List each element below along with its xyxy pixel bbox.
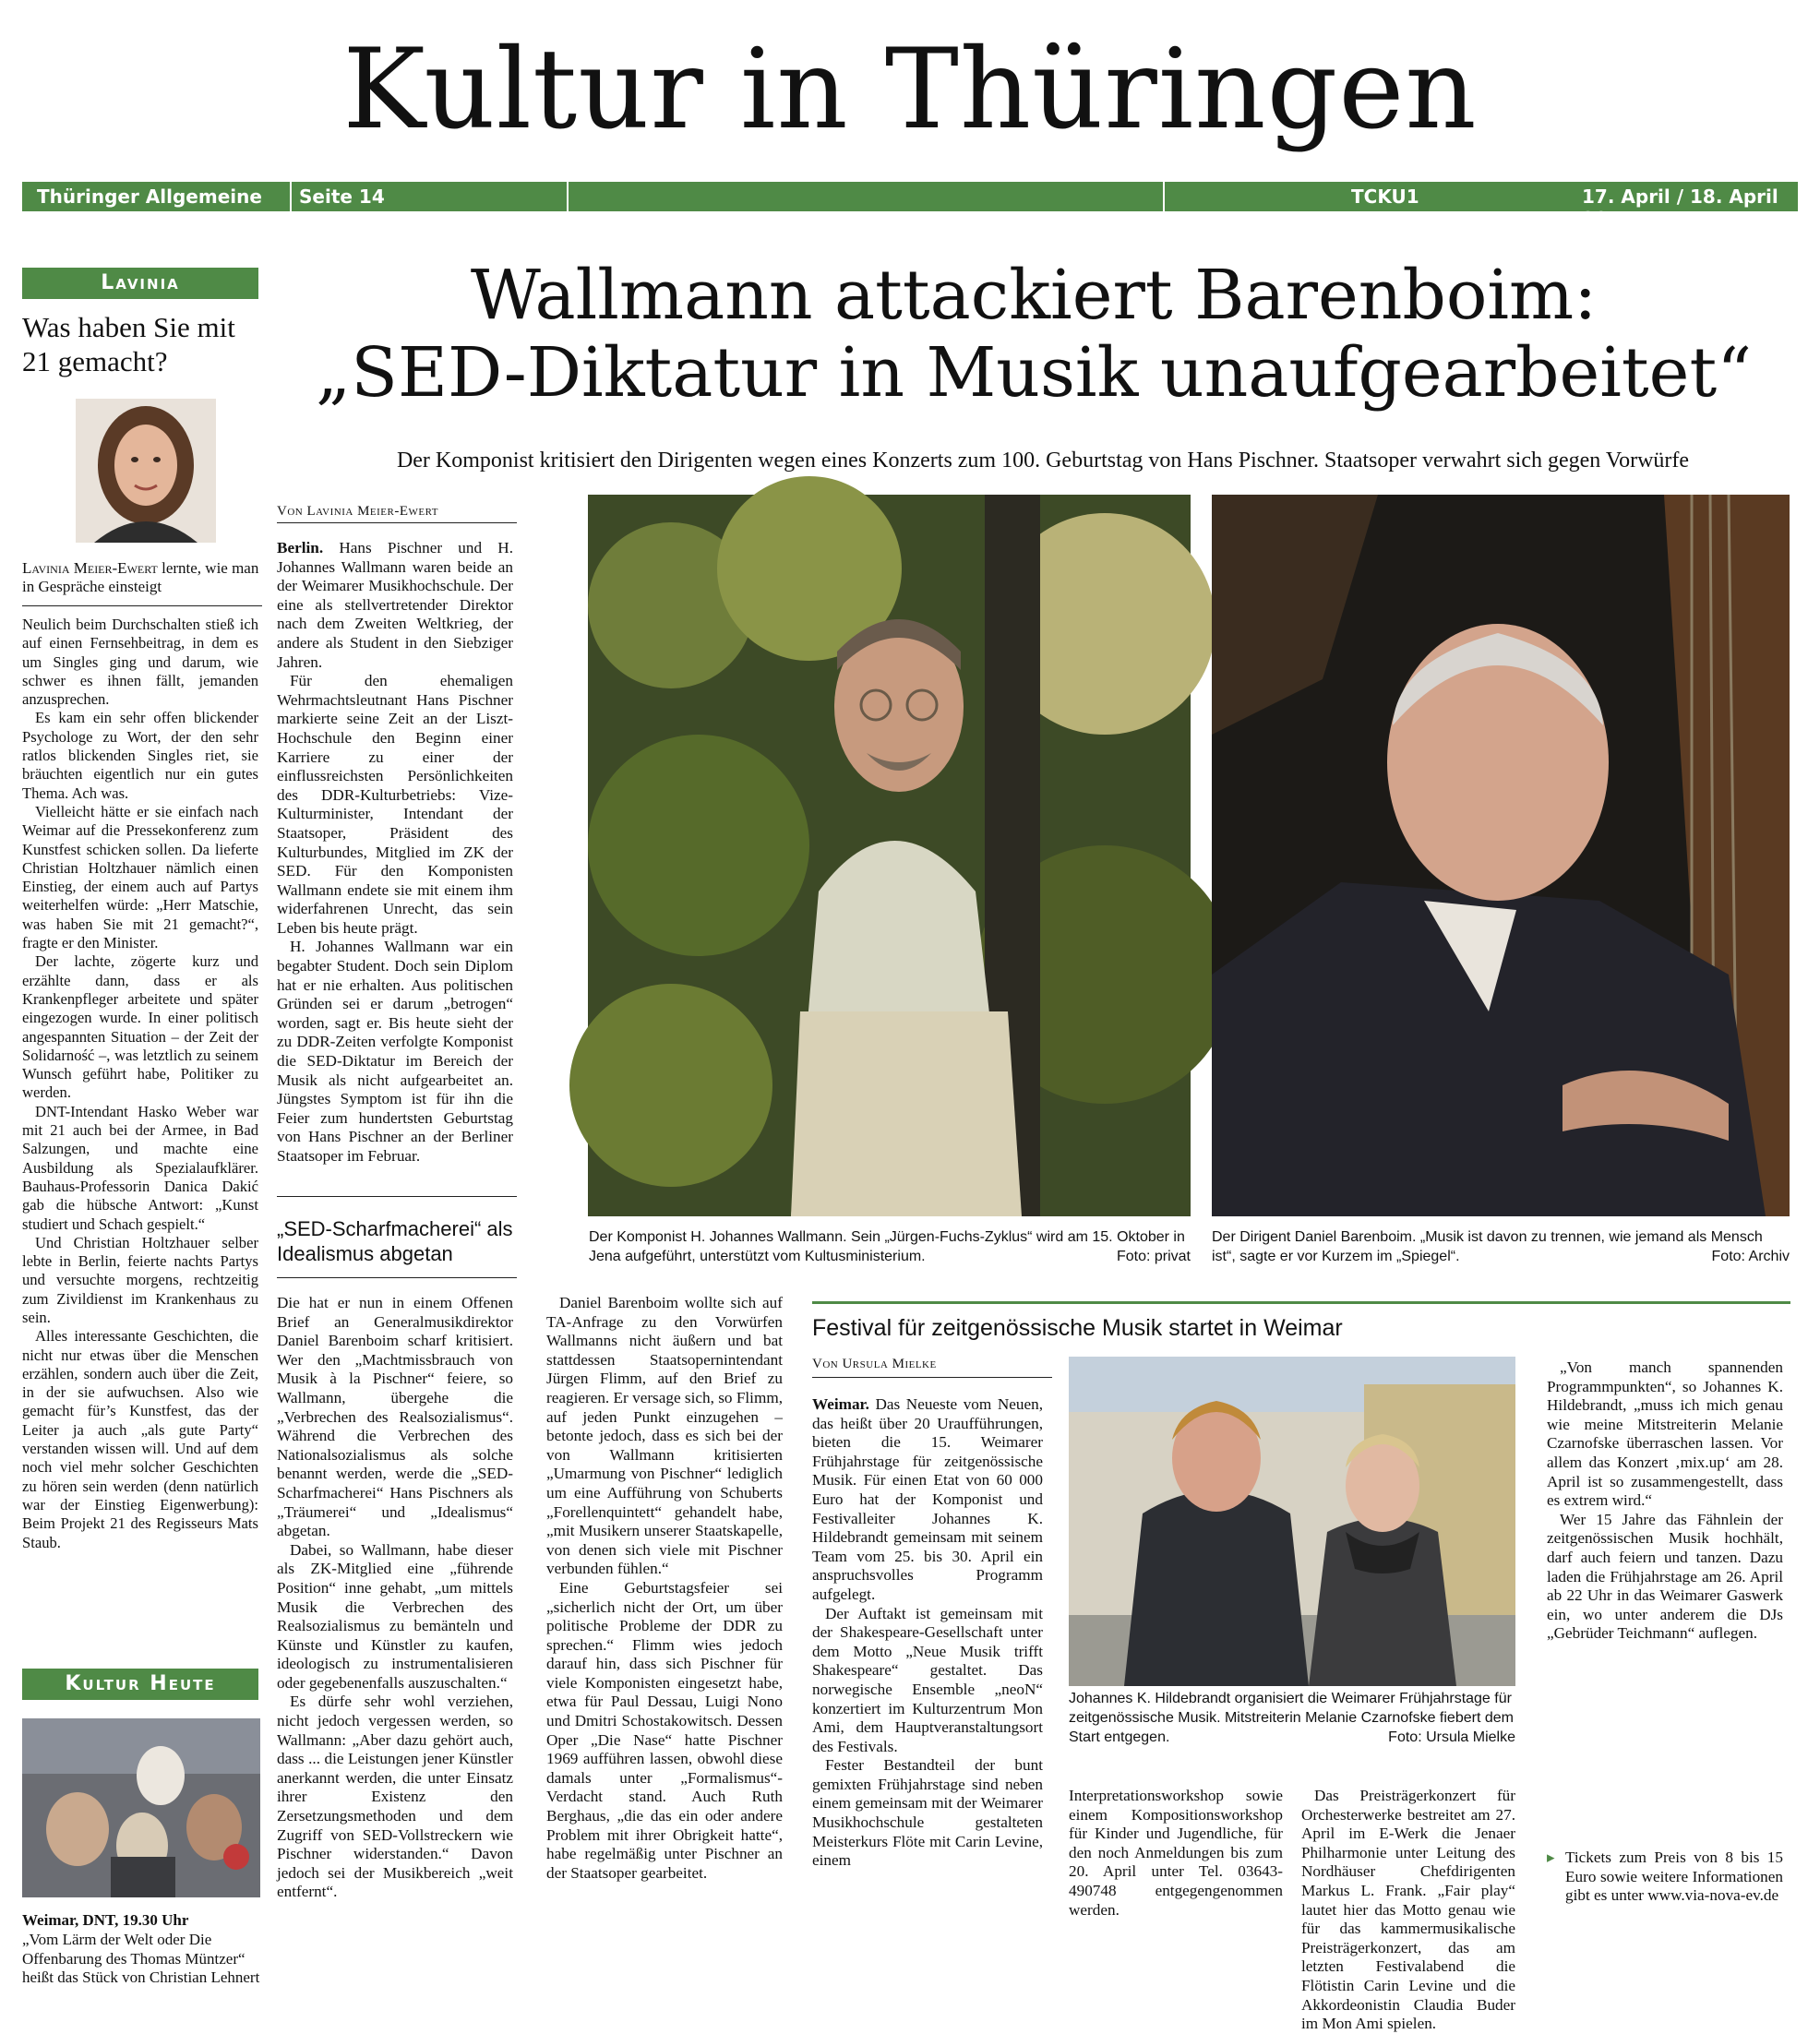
article-column-2 [277,1294,513,1902]
column-paragraph: Es kam ein sehr offen blickender Psychologe zu Wort, der den sehr ratlos blickenden Singles riet, sie bräuchten eigentlich nur ein gutes Thema. Ach was. [22,709,258,802]
photo-barenboim [1212,495,1790,1216]
headline-line-2: „SED-Diktatur in Musik unaufgearbeitet“ [315,333,1753,413]
arrow-icon: ▸ [1547,1849,1555,1866]
column-body [22,616,258,1552]
caption-wallmann [589,1227,1191,1266]
festival-paragraph: Interpretationsworkshop sowie einem Kompositionsworkshop für Kinder und Jugendliche, für den noch Anmeldungen bis zum 20. April unter Tel. 03643-490748 entgegengenommen werden. [1069,1787,1283,1919]
article-paragraph: Daniel Barenboim wollte sich auf TA-Anfrage zu den Vorwürfen Wallmanns nicht äußern und bat stattdessen Staatsopernintendant Jürgen Flimm, auf den Brief zu reagieren. Er versage sich, so Flimm, auf jeden Punkt einzugehen – betonte jedoch, dass es sich bei der von Wallmann kritisierten „Umarmung von Pischner“ lediglich um eine Aufführung von Schuberts „Forellenquintett“ gehandelt habe, „mit Musikern unserer Staatskapelle, von denen sich viele mit Pischner verbunden fühlen.“ [546,1294,783,1578]
caption-festival [1069,1689,1515,1747]
festival-column-2 [1069,1787,1283,1920]
festival-paragraph: „Von manch spannenden Programmpunkten“, so Johannes K. Hildebrandt, „muss ich mich genau wie meine Mitstreiterin Melanie Czarnofske überraschen lassen. Vor allem das Konzert ‚mix.up‘ am 28. April ist so zusammengestellt, dass es extrem wird.“ [1547,1358,1783,1510]
caption-text: Der Dirigent Daniel Barenboim. „Musik ist davon zu trennen, wie jemand als Mensch ist“, sagte er vor Kurzem im „Spiegel“. [1212,1229,1763,1264]
column-paragraph: Vielleicht hätte er sie einfach nach Weimar auf die Pressekonferenz zum Kunstfest schicken sollen. Da lieferte Christian Holtzhauer nämlich einen Einstieg, der einem auch auf Partys weiterhelfen würde: „Herr Matschie, was haben Sie mit 21 gemacht?“, fragte er den Minister. [22,802,258,952]
ticket-info [1547,1849,1783,1906]
festival-paragraph: Fester Bestandteil der bunt gemixten Frühjahrstage sind neben einem gemeinsam mit der Weimarer Musikhochschule gestalteten Meisterkurs Flöte mit Carin Levine, einem [812,1756,1043,1870]
edition-code: TCKU1 [1351,185,1419,208]
festival-byline: Von Ursula Mielke [812,1357,937,1371]
caption-barenboim [1212,1227,1790,1266]
event-description: „Vom Lärm der Welt oder Die Offenbarung des Thomas Müntzer“ heißt das Stück von Christian Lehnert [22,1931,260,1986]
article-paragraph: Es dürfe sehr wohl verziehen, nicht jedoch vergessen werden, so Wallmann: „Aber dazu gehört auch, dass ... die Leistungen jener Künstler anerkannt werden, die unter Einsatz ihrer Existenz den Zersetzungsmethoden und dem Zugriff von SED-Vollstreckern wie Pischner widerstanden.“ Davon jedoch sei der Musikbereich „weit entfernt“. [277,1693,513,1901]
headline-line-1: Wallmann attackiert Barenboim: [470,256,1598,335]
column-paragraph: Neulich beim Durchschalten stieß ich auf einen Fernsehbeitrag, in dem es um Singles ging und darum, wie schwer es ihnen fällt, jemanden anzusprechen. [22,616,258,709]
festival-title: Festival für zeitgenössische Musik startet in Weimar [812,1315,1343,1341]
article-paragraph: Hans Pischner und H. Johannes Wallmann waren beide an der Weimarer Musikhochschule. Der eine als stellvertretender Direktor nach dem Zweiten Weltkrieg, der andere als Student in den Siebziger Jahren. [277,539,513,671]
article-paragraph: H. Johannes Wallmann war ein begabter Student. Doch sein Diplom hat er nie erhalten. Aus politischen Gründen sei er darum „betrogen“ worden, sagt er. Bis heute sieht der zu DDR-Zeiten verfolgte Komponist die SED-Diktatur im Bereich der Musik als nicht aufgearbeitet an. Jüngstes Symptom ist für ihn die Feier zum hundertsten Geburtstag von Hans Pischner an der Berliner Staatsoper im Februar. [277,938,513,1165]
photo-credit: Foto: Ursula Mielke [1388,1729,1515,1745]
caption-text: Der Komponist H. Johannes Wallmann. Sein „Jürgen-Fuchs-Zyklus“ wird am 15. Oktober in Jena aufgeführt, unterstützt vom Kultusministerium. [589,1229,1185,1264]
headline-deck: Der Komponist kritisiert den Dirigenten wegen eines Konzerts zum 100. Geburtstag von Hans Pischner. Staatsoper verwahrt sich gegen Vorwürfe [396,449,1690,473]
issue-date: 17. April / 18. April 2014 [1582,185,1778,230]
photo-credit: Foto: privat [1116,1249,1191,1264]
photo-credit: Foto: Archiv [1711,1249,1790,1264]
festival-paragraph: Das Neueste vom Neuen, das heißt über 20 Uraufführungen, bieten die 15. Weimarer Frühjahrstage für zeitgenössische Musik. Für einen Etat von 60 000 Euro hat der Komponist und Festivalleiter Johannes K. Hildebrandt gemeinsam mit seinem Team vom 25. bis 30. April ein anspruchsvolles Programm aufgelegt. [812,1395,1043,1603]
festival-column-4 [1547,1358,1783,1644]
portrait-caption [22,559,262,596]
photo-wallmann [588,495,1191,1216]
info-bar [22,182,1798,230]
article-subhead: „SED-Scharfmacherei“ als Idealismus abgetan [277,1217,513,1265]
ticket-text: Tickets zum Preis von 8 bis 15 Euro sowie weitere Informationen gibt es unter www.via-nova-ev.de [1565,1849,1783,1905]
festival-column-3 [1301,1787,1515,2034]
article-byline: Von Lavinia Meier-Ewert [277,504,438,519]
article-column-3 [546,1294,783,1883]
kultur-heute-tag: Kultur Heute [22,1669,258,1700]
event-location: Weimar, DNT, 19.30 Uhr [22,1911,189,1929]
festival-paragraph: Wer 15 Jahre das Fähnlein der zeitgenössischen Musik hochhält, darf auch feiern und tanzen. Dazu laden die Frühjahrstage am 26. April ab 22 Uhr in das Weimarer Gaswerk ein, wo unter anderem die DJs „Gebrüder Teichmann“ auflegen. [1547,1510,1783,1643]
portrait-caption-text: lernte, wie man in Gespräche einsteigt [22,559,259,595]
article-paragraph: Für den ehemaligen Wehrmachtsleutnant Hans Pischner markierte seine Zeit an der Liszt-Hochschule den Beginn einer Karriere zu einer der einflussreichsten Persönlichkeiten des DDR-Kulturbetriebs: Vize-Kulturminister, Intendant der Staatsoper, Präsident des Kulturbundes, Mitglied im ZK der SED. Für den Komponisten Wallmann endete sie mit einem ihm widerfahrenen Unrecht, das sein Leben bis heute prägt. [277,672,513,937]
column-tag: Lavinia [22,268,258,299]
article-paragraph: Dabei, so Wallmann, habe dieser als ZK-Mitglied eine „führende Position“ inne gehabt, „um mittels Musik die Verbrechen des Realsozialismus zu bemänteln und Künste und Künstler zu kaufen, ideologisch zu instrumentalisieren oder gegebenenfalls auszuschalten.“ [277,1540,513,1692]
column-paragraph: Der lachte, zögerte kurz und erzählte dann, dass er als Krankenpfleger arbeitete und später eingezogen wurde. In einer politisch angespannten Situation – der Zeit der Solidarność –, was letztlich zu seinem Wunsch geführt habe, Politiker zu werden. [22,952,258,1102]
event-photo [22,1718,260,1897]
paper-name: Thüringer Allgemeine [37,185,262,208]
portrait-caption-name: Lavinia Meier-Ewert [22,559,158,577]
festival-paragraph: Das Preisträgerkonzert für Orchesterwerke bestreitet am 27. April im E-Werk die Jenaer Philharmonie unter Leitung des Nordhäuser Chefdirigenten Markus L. Frank. „Fair play“ lautet hier das Motto genau wie für das kammermusikalische Preisträgerkonzert, das am letzten Festivalabend die Flötistin Carin Levine und die Akkordeonistin Claudia Buder im Mon Ami spielen. [1301,1787,1515,2033]
column-paragraph: Alles interessante Geschichten, die nicht nur etwas über die Menschen erzählen, sondern auch über die Zeit, in der sie aufwuchsen. Also wie gemacht für’s Kunstfest, das der Leiter ja auch „als gute Party“ verstanden wissen will. Und auf dem noch viel mehr solcher Geschichten zu hören sein werden (denn natürlich war der Einstieg Eigenwerbung): Beim Projekt 21 des Regisseurs Mats Staub. [22,1327,258,1551]
photo-hildebrandt [1069,1357,1515,1686]
column-paragraph: Und Christian Holtzhauer selber lebte in Berlin, feierte nachts Partys und versuchte morgens, rechtzeitig zum Zivildienst im Krankenhaus zu sein. [22,1233,258,1326]
festival-column-1 [812,1395,1043,1871]
article-column-1 [277,539,513,1167]
festival-paragraph: Der Auftakt ist gemeinsam mit der Shakespeare-Gesellschaft unter dem Motto „Neue Musik trifft Shakespeare“ gestaltet. Das norwegische Ensemble „neoN“ konzertiert im Kulturzentrum Mon Ami, dem Hauptveranstaltungsort des Festivals. [812,1604,1043,1755]
headline [277,257,1790,412]
column-paragraph: DNT-Intendant Hasko Weber war mit 21 auch bei der Armee, in Bad Salzungen, und machte eine Ausbildung als Spezialaufklärer. Bauhaus-Professorin Danica Dakić gab die hübsche Antwort: „Kunst studiert und Schach gespielt.“ [22,1102,258,1233]
article-dateline: Berlin. [277,539,324,556]
article-paragraph: Die hat er nun in einem Offenen Brief an Generalmusikdirektor Daniel Barenboim scharf kritisiert. Wer den „Machtmissbrauch von Musik à la Pischner“ feiere, so Wallmann, übergehe die „Verbrechen des Realsozialismus“. Während die Verbrechen des Nationalsozialismus als solche benannt werden, werde die „SED-Scharfmacherei“ Hans Pischners als „Träumerei“ und „Idealismus“ abgetan. [277,1294,513,1540]
columnist-portrait [76,399,216,543]
column-title: Was haben Sie mit 21 gemacht? [22,311,235,377]
article-paragraph: Eine Geburtstagsfeier sei „sicherlich nicht der Ort, um über politische Probleme der DDR zu sprechen.“ Flimm wies jedoch darauf hin, dass sich Pischner für viele Komponisten eingesetzt habe, etwa für Paul Dessau, Luigi Nono und Dmitri Schostakowitsch. Dessen Oper „Die Nase“ hatte Pischner 1969 aufführen lassen, obwohl diese damals unter „Formalismus“-Verdacht stand. Auch Ruth Berghaus, „die das ein oder andere Problem mit ihrer Obrigkeit hatte“, habe regelmäßig unter Pischner an der Staatsoper gearbeitet. [546,1578,783,1882]
page-number: Seite 14 [299,185,385,208]
caption-text: Johannes K. Hildebrandt organisiert die Weimarer Frühjahrstage für zeitgenössische Musik. Mitstreiterin Melanie Czarnofske fiebert dem Start entgegen. [1069,1691,1514,1745]
masthead: Kultur in Thüringen [342,26,1478,154]
festival-dateline: Weimar. [812,1395,869,1413]
